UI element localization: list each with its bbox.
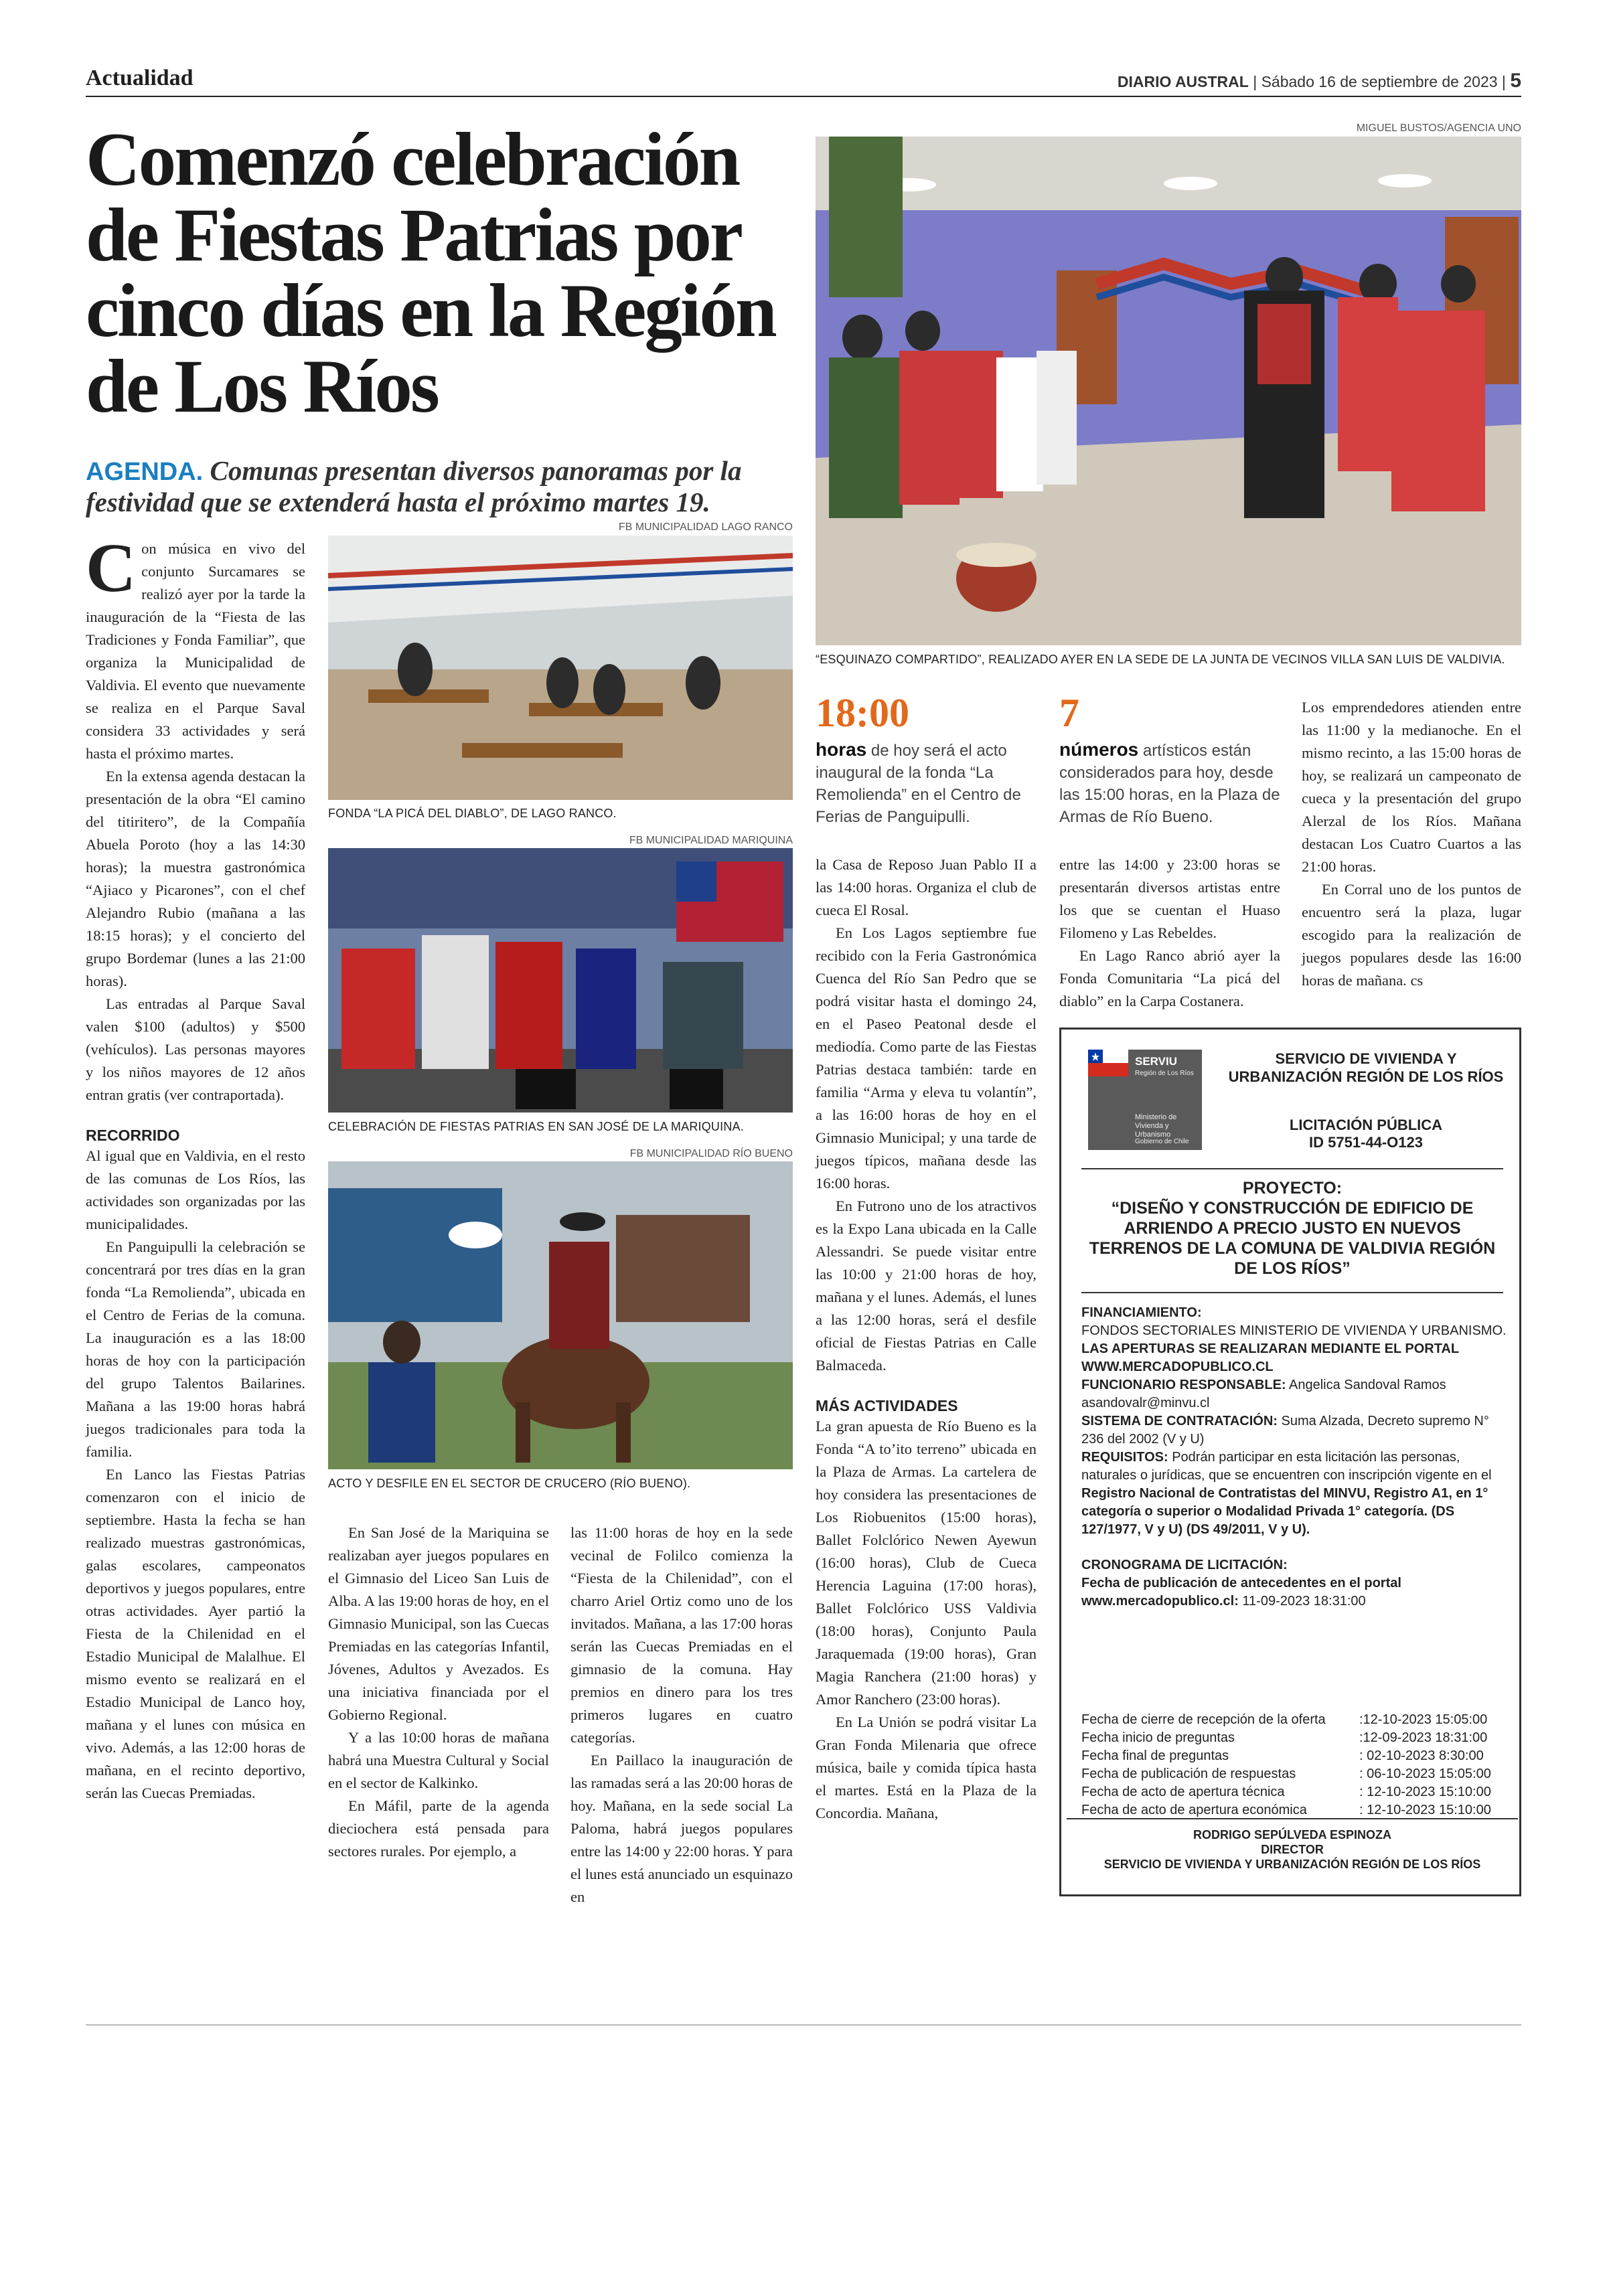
ad-divider — [1081, 1168, 1503, 1169]
highlight-2-unit: números — [1059, 739, 1139, 760]
mariquina-photo — [328, 848, 793, 1113]
rio-bueno-caption: ACTO Y DESFILE EN EL SECTOR DE CRUCERO (RÍO BUENO). — [328, 1477, 691, 1490]
deck-text: Comunas presentan diversos panoramas por la festividad que se extenderá hasta el próximo martes 19. — [86, 455, 742, 518]
requisitos-label: REQUISITOS: — [1081, 1450, 1168, 1465]
deck-tag: AGENDA. — [86, 458, 204, 486]
mariquina-credit: FB MUNICIPALIDAD MARIQUINA — [629, 835, 793, 846]
rio-bueno-credit: FB MUNICIPALIDAD RÍO BUENO — [629, 1148, 793, 1159]
schedule-row: Fecha de cierre de recepción de la oferta :12-10-2023 15:05:00 — [1081, 1712, 1488, 1727]
financiamiento-label: FINANCIAMIENTO: — [1081, 1305, 1202, 1320]
ad-header: SERVICIO DE VIVIENDA Y URBANIZACIÓN REGIÓN DE LOS RÍOS — [1228, 1050, 1504, 1085]
col2-paragraph-3: En Máfil, parte de la agenda dieciochera está pensada para sectores rurales. Por ejemplo, a — [328, 1797, 549, 1860]
financiamiento: FONDOS SECTORIALES MINISTERIO DE VIVIENDA Y URBANISMO. — [1081, 1323, 1507, 1338]
col2-paragraph-2: Y a las 10:00 horas de mañana habrá una Muestra Cultural y Social en el sector de Kalkinko. — [328, 1729, 549, 1791]
rio-bueno-photo — [328, 1161, 793, 1469]
licitacion-id: ID 5751-44-O123 — [1309, 1134, 1423, 1151]
logo-ministry: Ministerio de Vivienda y Urbanismo — [1135, 1113, 1177, 1139]
section-label: Actualidad — [86, 66, 194, 90]
serviu-tender-ad — [1059, 1028, 1521, 1896]
col6-paragraph-2: En Corral uno de los puntos de encuentro será la plaza, lugar escogido para la realización de juegos populares desde las 16:00 horas de mañana. cs — [1302, 881, 1521, 989]
highlight-1-unit: horas — [816, 739, 867, 760]
column-5 — [1059, 853, 1280, 1013]
col6-paragraph-1: Los emprendedores atienden entre las 11:00 y la medianoche. En el mismo recinto, a las 15:00 horas de hoy, se realizará un campeonato de cueca y la presentación del grupo Alerzal de los Ríos. Mañana destacan Los Cuatro Cuartos a las 21:00 horas. — [1302, 699, 1521, 875]
serviu-logo — [1088, 1050, 1202, 1150]
main-photo-credit: MIGUEL BUSTOS/AGENCIA UNO — [1356, 122, 1521, 134]
col1-paragraph-2: En la extensa agenda destacan la presentación de la obra “El camino del titiritero”, de la Compañía Abuela Poroto (hoy a las 14:30 horas); la muestra gastronómica “Ajiaco y Picarones”, con el chef Alejandro Rubio (mañana a las 18:15 horas); y el concierto del grupo Bordemar (lunes a las 21:00 horas). — [86, 768, 305, 989]
highlight-2-number: 7 — [1059, 691, 1079, 735]
ad-info — [1081, 1304, 1510, 1611]
project-name: “DISEÑO Y CONSTRUCCIÓN DE EDIFICIO DE ARRIENDO A PRECIO JUSTO EN NUEVOS TERRENOS DE LA COMUNA DE VALDIVIA REGIÓN DE LOS RÍOS” — [1089, 1199, 1496, 1278]
ad-licitacion: LICITACIÓN PÚBLICA ID 5751-44-O123 — [1222, 1117, 1510, 1151]
schedule-row: Fecha final de preguntas : 02-10-2023 8:30:00 — [1081, 1748, 1484, 1763]
col1-paragraph-6: En Lanco las Fiestas Patrias comenzaron con el inicio de septiembre. Hasta la fecha se han realizado muestras gastronómicas, galas escolares, campeonatos deportivos y juegos populares, entre otras actividades. Ayer partió la Fiesta de la Chilenidad en el Estadio Municipal de Malalhue. El mismo evento se realizará en el Estadio Municipal de Lanco hoy, mañana y el lunes con música en vivo. Además, a las 12:00 horas de mañana, en el recinto deportivo, serán las Cuecas Premiadas. — [86, 1466, 305, 1801]
col3-paragraph-1: las 11:00 horas de hoy en la sede vecinal de Folilco comienza la “Fiesta de la Chilenidad”, con el charro Ariel Ortiz como uno de los invitados. Mañana, a las 17:00 horas serán las Cuecas Premiadas en el gimnasio de la comuna. Hay premios en dinero para los tres primeros lugares en cuatro categorías. — [570, 1524, 793, 1746]
schedule-table — [1081, 1711, 1510, 1819]
schedule-row: Fecha de acto de apertura técnica : 12-10-2023 15:10:00 — [1081, 1785, 1491, 1799]
col4-paragraph-1: la Casa de Reposo Juan Pablo II a las 14:00 horas. Organiza el club de cueca El Rosal. — [816, 856, 1037, 918]
project-label: PROYECTO: — [1242, 1179, 1343, 1198]
funcionario-label: FUNCIONARIO RESPONSABLE: — [1081, 1378, 1286, 1392]
ad-divider — [1067, 1818, 1518, 1819]
cronograma-label: CRONOGRAMA DE LICITACIÓN: — [1081, 1558, 1288, 1572]
signer-title: DIRECTOR — [1261, 1843, 1324, 1856]
headline: Comenzó celebración de Fiestas Patrias por cinco días en la Región de Los Ríos — [86, 118, 775, 428]
funcionario: Angelica Sandoval Ramos — [1289, 1378, 1446, 1392]
header-rule — [86, 96, 1521, 97]
logo-region: Región de Los Ríos — [1135, 1070, 1194, 1077]
end-mark: cs — [1410, 972, 1424, 989]
signer-org: SERVICIO DE VIVIENDA Y URBANIZACIÓN REGIÓN DE LOS RÍOS — [1103, 1858, 1481, 1871]
col2-paragraph-1: En San José de la Mariquina se realizaban ayer juegos populares en el Gimnasio del Liceo San Luis de Alba. A las 19:00 horas de hoy, en el Gimnasio Municipal, son las Cuecas Premiadas en las categorías Infantil, Jóvenes, Adultos y Avezados. Es una iniciativa financiada por el Gobierno Regional. — [328, 1524, 549, 1723]
col4-paragraph-5: En La Unión se podrá visitar La Gran Fonda Milenaria que ofrece música, baile y comida típica hasta el martes. Está en la Plaza de la Concordia. Mañana, — [816, 1714, 1037, 1821]
column-6 — [1302, 696, 1521, 992]
contact-email: asandovalr@minvu.cl — [1081, 1396, 1210, 1410]
main-photo-caption: “ESQUINAZO COMPARTIDO”, REALIZADO AYER EN LA SEDE DE LA JUNTA DE VECINOS VILLA SAN LUIS DE VALDIVIA. — [816, 653, 1505, 666]
col1-paragraph-3: Las entradas al Parque Saval valen $100 (adultos) y $500 (vehículos). Las personas mayores y los niños mayores de 12 años entran gratis (ver contraportada). — [86, 995, 305, 1103]
schedule-row: Fecha de acto de apertura económica : 12-10-2023 15:10:00 — [1081, 1803, 1491, 1817]
ad-project — [1081, 1178, 1503, 1279]
col4-paragraph-3: En Futrono uno de los atractivos es la Expo Lana ubicada en la Calle Alessandri. Se puede visitar entre las 10:00 y 21:00 horas de hoy, mañana y el lunes. Además, el lunes a las 12:00 horas, será el desfile oficial de Fiestas Patrias en Calle Balmaceda. — [816, 1198, 1037, 1374]
page-number: 5 — [1510, 70, 1521, 92]
col1-paragraph-5: En Panguipulli la celebración se concentrará por tres días en la gran fonda “La Remolienda”, ubicada en el Centro de Ferias de la comuna. La inauguración es a las 18:00 horas de hoy con la participación del grupo Talentos Bailarines. Mañana a las 19:00 horas habrá juegos tradicionales para toda la familia. — [86, 1238, 305, 1460]
col1-paragraph-4: Al igual que en Valdivia, en el resto de las comunas de Los Ríos, las actividades son organizadas por las municipalidades. — [86, 1147, 305, 1232]
column-3 — [570, 1522, 793, 1908]
highlight-1 — [816, 693, 1043, 828]
footer-rule — [86, 2024, 1521, 2026]
schedule-row: Fecha de publicación de respuestas : 06-10-2023 15:05:00 — [1081, 1767, 1491, 1781]
newspaper-name: DIARIO AUSTRAL — [1117, 73, 1249, 90]
col4-paragraph-2: En Los Lagos septiembre fue recibido con la Feria Gastronómica Cuenca del Río San Pedro que se podrá visitar hasta el domingo 24, en el Paseo Peatonal desde el mediodía. Como parte de las Fiestas Patrias destaca también: tarde en familia “Arma y eleva tu volantín”, a las 16:00 horas de hoy en el Gimnasio Municipal; y una tarde de juegos típicos, mañana desde las 16:00 horas. — [816, 924, 1037, 1192]
col1-paragraph-1: Con música en vivo del conjunto Surcamares se realizó ayer por la tarde la inauguración de la “Fiesta de las Tradiciones y Fonda Familiar”, que organiza la Municipalidad de Valdivia. El evento que nuevamente se realiza en el Parque Saval considera 33 actividades y será hasta el próximo martes. — [86, 529, 305, 762]
col3-paragraph-2: En Paillaco la inauguración de las ramadas será a las 20:00 horas de hoy. Mañana, en la sede social La Paloma, habrá juegos populares entre las 14:00 y 22:00 horas. Y para el lunes está anunciado un esquinazo en — [570, 1752, 793, 1905]
logo-gob: Gobierno de Chile — [1135, 1138, 1189, 1145]
fonda-tent-image — [328, 536, 793, 800]
sistema-label: SISTEMA DE CONTRATACIÓN: — [1081, 1414, 1278, 1428]
highlight-2-text: artísticos están considerados para hoy, desde las 15:00 horas, en la Plaza de Armas de Río Bueno. — [1059, 742, 1280, 826]
highlight-1-number: 18:00 — [816, 691, 909, 735]
lago-ranco-credit: FB MUNICIPALIDAD LAGO RANCO — [618, 521, 793, 533]
chile-flag-icon — [1088, 1050, 1128, 1076]
col5-paragraph-2: En Lago Ranco abrió ayer la Fonda Comunitaria “La picá del diablo” en la Carpa Costanera. — [1059, 947, 1280, 1009]
deck — [86, 455, 795, 518]
sistema: Suma Alzada, Decreto supremo N° 236 del 2002 (V y U) — [1081, 1414, 1489, 1447]
subhead-recorrido: RECORRIDO — [86, 1127, 180, 1144]
signer-name: RODRIGO SEPÚLVEDA ESPINOZA — [1193, 1828, 1392, 1841]
schedule-row: Fecha inicio de preguntas :12-09-2023 18:31:00 — [1081, 1730, 1488, 1745]
masthead: DIARIO AUSTRAL | Sábado 16 de septiembre de 2023 | 5 — [1117, 70, 1521, 92]
ad-divider — [1081, 1292, 1503, 1293]
dropcap: C — [86, 529, 137, 606]
horse-rider-image — [328, 1161, 793, 1469]
cueca-dancers-image — [816, 137, 1521, 645]
publicacion-date: 11-09-2023 18:31:00 — [1242, 1594, 1366, 1609]
ad-signature — [1081, 1827, 1503, 1872]
col5-paragraph-1: entre las 14:00 y 23:00 horas se presentarán diversos artistas entre los que se cuentan el Huaso Filomeno y Las Rebeldes. — [1059, 856, 1280, 941]
main-photo — [816, 137, 1521, 645]
lago-ranco-photo — [328, 536, 793, 800]
highlight-1-text: de hoy será el acto inaugural de la fonda “La Remolienda” en el Centro de Ferias de Panguipulli. — [816, 742, 1021, 826]
highlight-2 — [1059, 693, 1287, 828]
requisitos: Podrán participar en esta licitación las personas, naturales o jurídicas, que se encuentren con inscripción vigente en el — [1081, 1450, 1492, 1483]
logo-title: SERVIU — [1135, 1055, 1177, 1068]
subhead-mas-actividades: MÁS ACTIVIDADES — [816, 1397, 958, 1414]
folk-musicians-image — [328, 848, 793, 1113]
lago-ranco-caption: FONDA “LA PICÁ DEL DIABLO”, DE LAGO RANCO. — [328, 807, 617, 820]
aperturas: LAS APERTURAS SE REALIZARAN MEDIANTE EL PORTAL WWW.MERCADOPUBLICO.CL — [1081, 1341, 1459, 1374]
publicacion-label: Fecha de publicación de antecedentes en el portal www.mercadopublico.cl: — [1081, 1576, 1401, 1609]
column-1 — [86, 529, 305, 1805]
col4-paragraph-4: La gran apuesta de Río Bueno es la Fonda “A to’ito terreno” ubicada en la Plaza de Armas. La cartelera de hoy considera las presentaciones de Los Riobuenitos (15:00 horas), Ballet Folclórico Newen Ayewun (16:00 horas), Club de Cueca Herencia Laguina (17:00 horas), Ballet Folclórico USS Valdivia (18:00 horas), Conjunto Paula Jaraquemada (19:00 horas), Gran Magia Ranchera (21:00 horas) y Amor Ranchero (23:00 horas). — [816, 1418, 1037, 1708]
issue-date: Sábado 16 de septiembre de 2023 — [1261, 73, 1498, 90]
mariquina-caption: CELEBRACIÓN DE FIESTAS PATRIAS EN SAN JOSÉ DE LA MARIQUINA. — [328, 1120, 744, 1133]
requisitos-bold: Registro Nacional de Contratistas del MINVU, Registro A1, en 1° categoría o superior o Modalidad Privada 1° categoría. (DS 127/1977, V y U) (DS 49/2011, V y U). — [1081, 1486, 1488, 1537]
column-2 — [328, 1522, 549, 1863]
column-4 — [816, 853, 1037, 1825]
